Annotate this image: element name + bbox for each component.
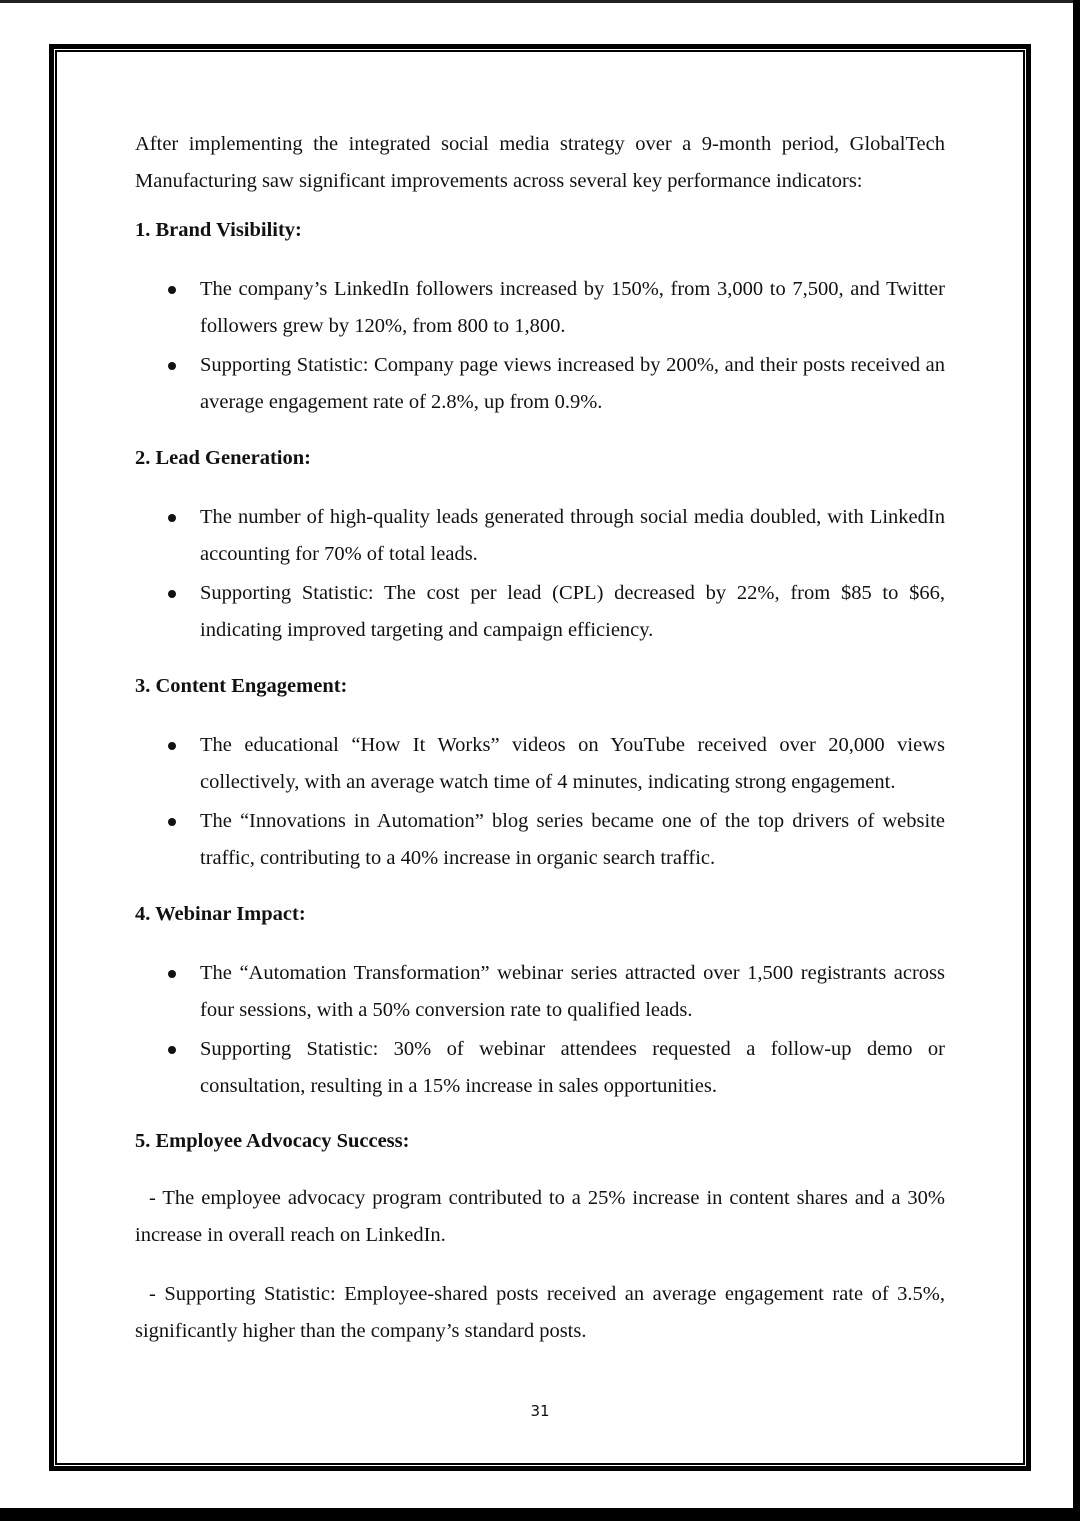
page-content	[135, 126, 945, 1350]
list-item	[135, 955, 945, 1029]
bullet-icon	[168, 286, 176, 294]
list-item-text: Supporting Statistic: The cost per lead (CPL) decreased by 22%, from $85 to $66, indicating improved targeting and campaign efficiency.	[200, 582, 945, 641]
section-heading-brand-visibility: 1. Brand Visibility:	[135, 219, 302, 241]
scan-edge-right	[1073, 0, 1080, 1521]
list-item	[135, 499, 945, 573]
list-item	[135, 347, 945, 421]
section-heading-lead-generation: 2. Lead Generation:	[135, 447, 311, 469]
page-number: 31	[530, 1402, 550, 1420]
list-item	[135, 727, 945, 801]
list-item-text: The educational “How It Works” videos on YouTube received over 20,000 views collectively, with an average watch time of 4 minutes, indicating strong engagement.	[200, 734, 945, 793]
section-heading-content-engagement: 3. Content Engagement:	[135, 675, 348, 697]
scan-edge-bottom	[0, 1508, 1080, 1521]
employee-advocacy-statistic: - Supporting Statistic: Employee-shared posts received an average engagement rate of 3.5%, significantly higher than the company’s standard posts.	[135, 1283, 945, 1342]
bullet-icon	[168, 590, 176, 598]
list-item-text: The “Automation Transformation” webinar series attracted over 1,500 registrants across four sessions, with a 50% conversion rate to qualified leads.	[200, 962, 945, 1021]
bullet-icon	[168, 970, 176, 978]
bullet-list-webinar-impact	[135, 955, 945, 1105]
bullet-icon	[168, 514, 176, 522]
section-heading-webinar-impact: 4. Webinar Impact:	[135, 903, 306, 925]
bullet-list-brand-visibility	[135, 271, 945, 421]
list-item	[135, 575, 945, 649]
list-item-text: Supporting Statistic: Company page views increased by 200%, and their posts received an average engagement rate of 2.8%, up from 0.9%.	[200, 354, 945, 413]
list-item-text: The “Innovations in Automation” blog series became one of the top drivers of website traffic, contributing to a 40% increase in organic search traffic.	[200, 810, 945, 869]
bullet-list-content-engagement	[135, 727, 945, 877]
bullet-icon	[168, 1046, 176, 1054]
section-heading-employee-advocacy: 5. Employee Advocacy Success:	[135, 1130, 410, 1152]
bullet-list-lead-generation	[135, 499, 945, 649]
bullet-icon	[168, 742, 176, 750]
list-item	[135, 803, 945, 877]
list-item	[135, 1031, 945, 1105]
intro-paragraph: After implementing the integrated social media strategy over a 9-month period, GlobalTech Manufacturing saw significant improvements across several key performance indicators:	[135, 133, 945, 192]
bullet-icon	[168, 362, 176, 370]
list-item	[135, 271, 945, 345]
list-item-text: The company’s LinkedIn followers increased by 150%, from 3,000 to 7,500, and Twitter followers grew by 120%, from 800 to 1,800.	[200, 278, 945, 337]
list-item-text: The number of high-quality leads generated through social media doubled, with LinkedIn accounting for 70% of total leads.	[200, 506, 945, 565]
scan-edge-top	[0, 0, 1080, 3]
list-item-text: Supporting Statistic: 30% of webinar attendees requested a follow-up demo or consultation, resulting in a 15% increase in sales opportunities.	[200, 1038, 945, 1097]
employee-advocacy-paragraph: - The employee advocacy program contributed to a 25% increase in content shares and a 30% increase in overall reach on LinkedIn.	[135, 1187, 945, 1246]
bullet-icon	[168, 818, 176, 826]
